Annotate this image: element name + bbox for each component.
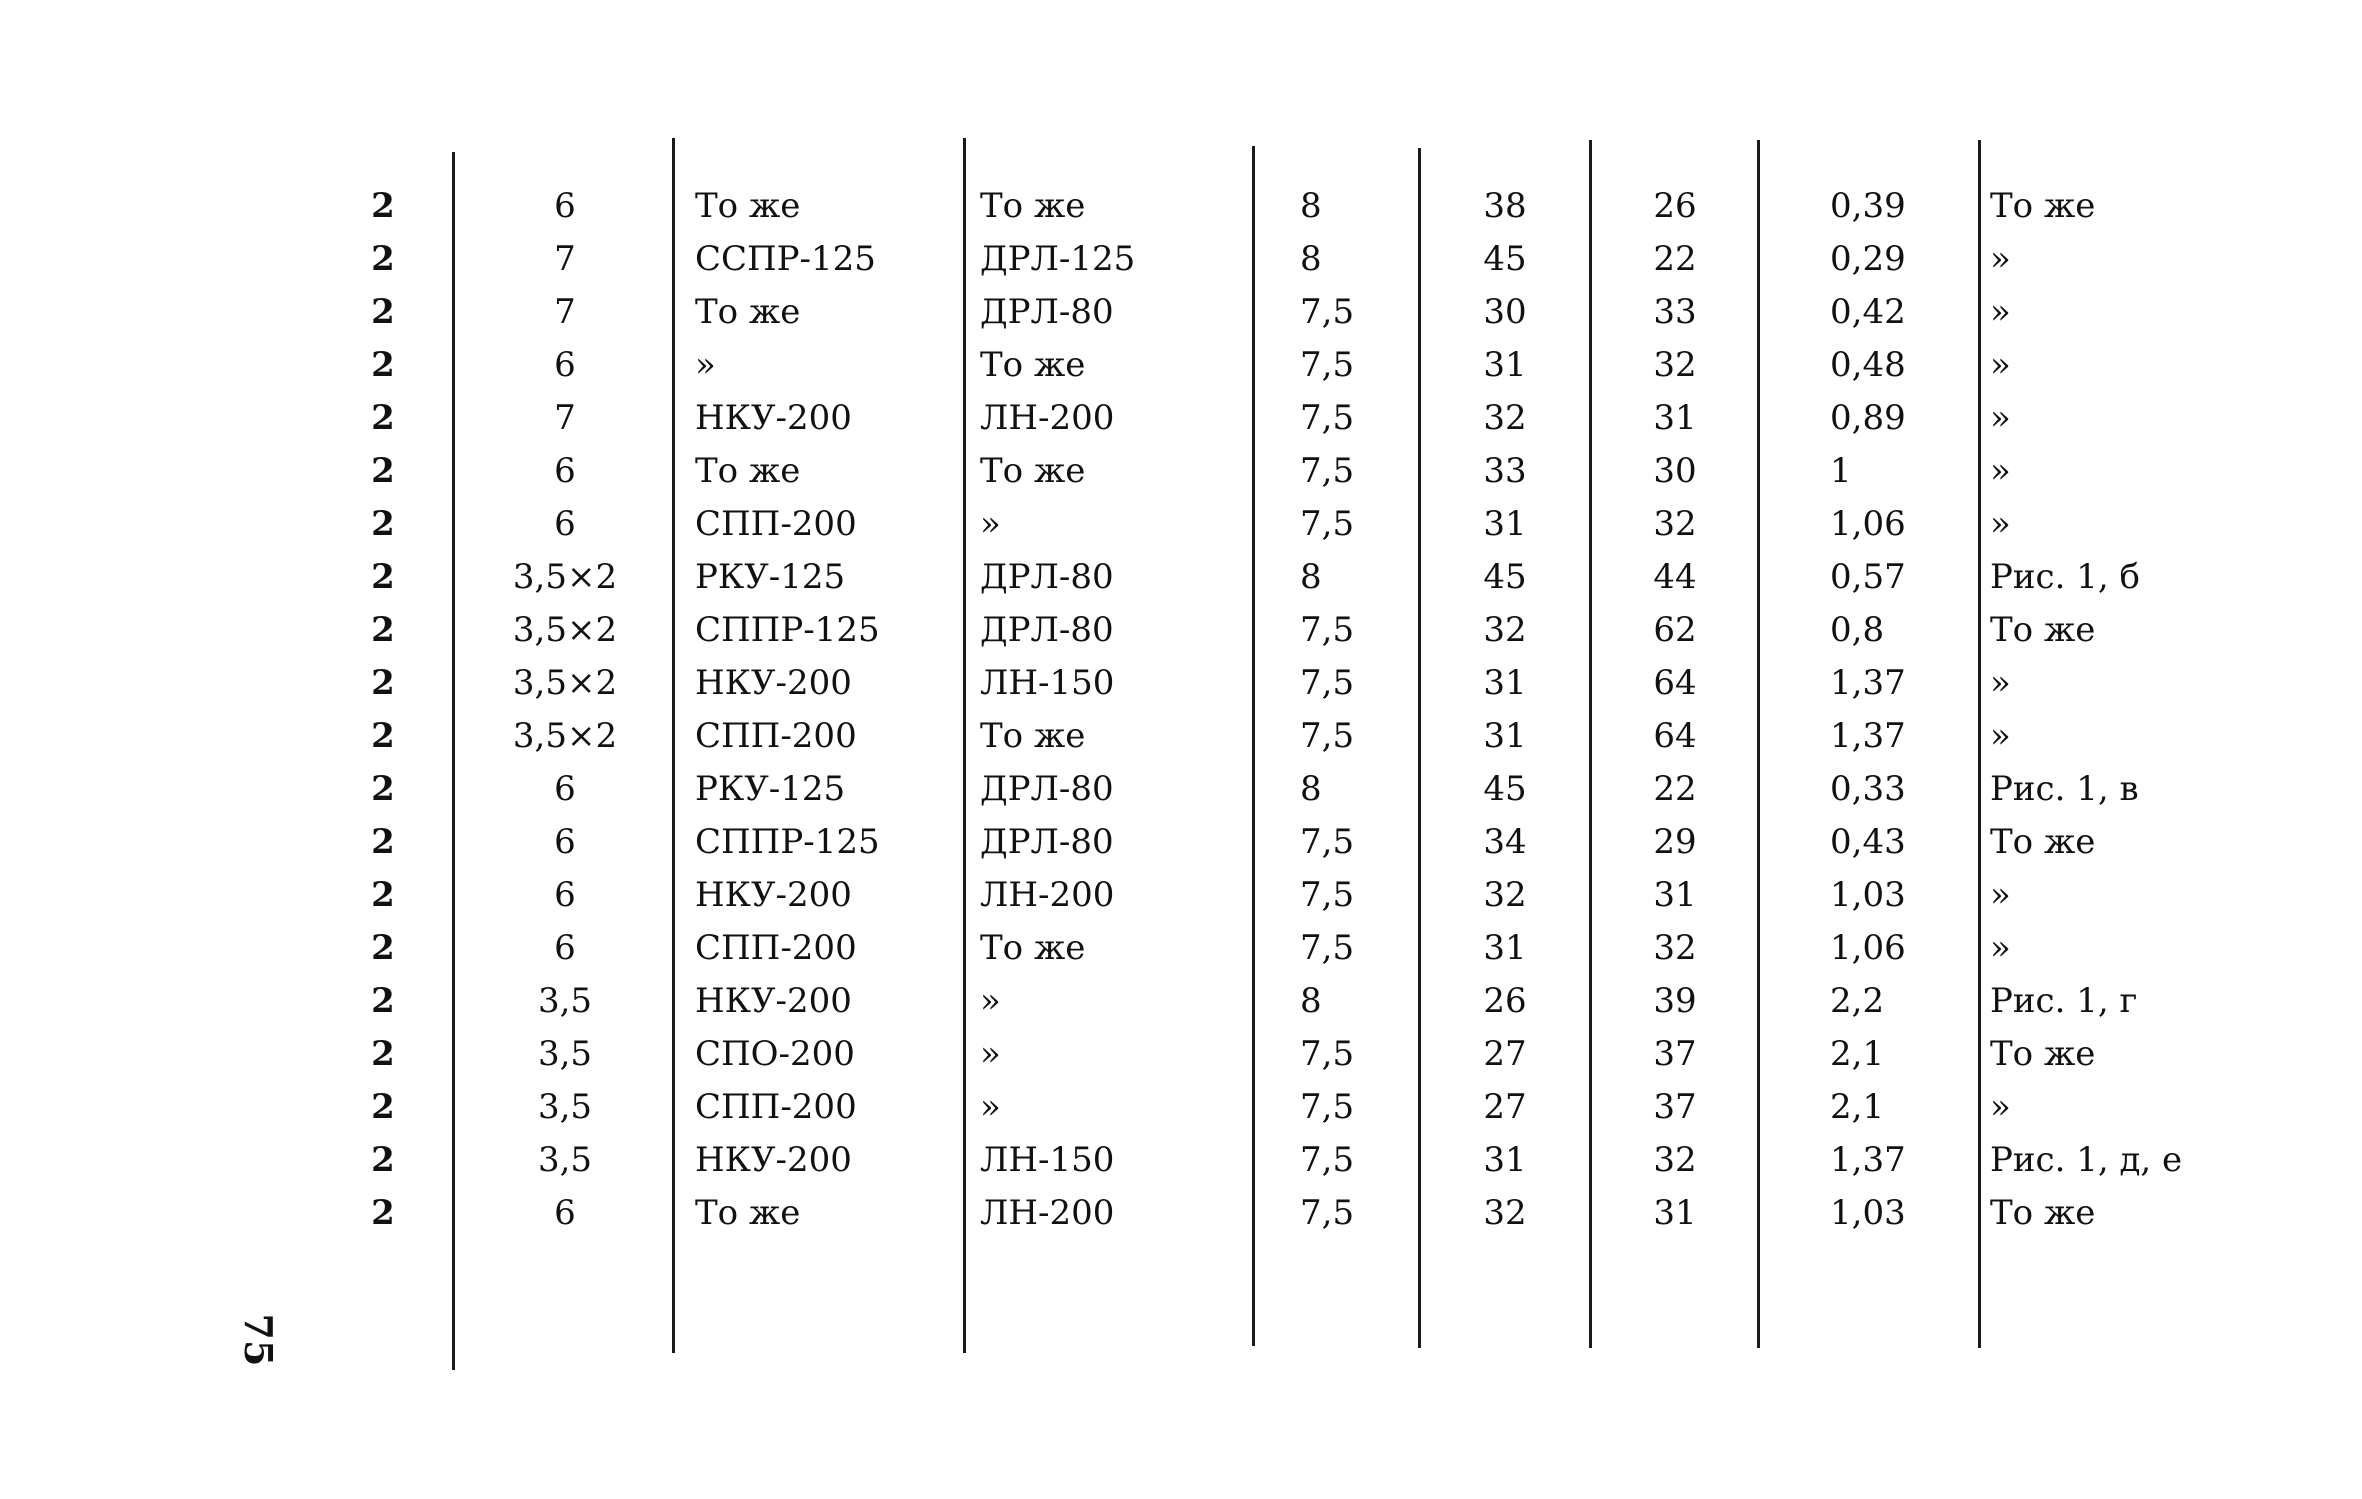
- table-cell: То же: [980, 451, 1086, 491]
- table-cell: ЛН-150: [980, 663, 1115, 703]
- table-row: [0, 975, 2362, 1028]
- table-cell: 26: [1653, 186, 1697, 226]
- table-cell: 31: [1483, 1140, 1527, 1180]
- table-cell: 2: [371, 292, 395, 332]
- table-cell: 0,29: [1830, 239, 1906, 279]
- table-cell: 7: [554, 398, 576, 438]
- table-cell: »: [695, 345, 716, 385]
- table-cell: 32: [1483, 398, 1527, 438]
- table-cell: 7,5: [1300, 928, 1355, 968]
- table-cell: 32: [1653, 345, 1697, 385]
- table-cell: Рис. 1, в: [1990, 769, 2139, 809]
- table-cell: ДРЛ-80: [980, 610, 1114, 650]
- table-cell: 2: [371, 875, 395, 915]
- table-cell: То же: [695, 292, 801, 332]
- table-cell: 7,5: [1300, 716, 1355, 756]
- table-cell: 2: [371, 345, 395, 385]
- table-cell: 6: [554, 875, 576, 915]
- table-cell: 64: [1653, 716, 1697, 756]
- table-cell: 27: [1483, 1034, 1527, 1074]
- table-cell: 31: [1483, 663, 1527, 703]
- table-cell: 32: [1653, 504, 1697, 544]
- table-cell: 32: [1653, 1140, 1697, 1180]
- table-row: [0, 869, 2362, 922]
- table-cell: 7: [554, 292, 576, 332]
- table-cell: 2,2: [1830, 981, 1885, 1021]
- table-cell: ДРЛ-80: [980, 292, 1114, 332]
- table-cell: 3,5: [537, 1087, 593, 1127]
- table-cell: »: [980, 504, 1001, 544]
- table-cell: НКУ-200: [695, 981, 852, 1021]
- table-cell: 22: [1653, 239, 1697, 279]
- table-cell: ДРЛ-125: [980, 239, 1136, 279]
- table-cell: 7: [554, 239, 576, 279]
- table-cell: То же: [980, 345, 1086, 385]
- table-cell: 6: [554, 769, 576, 809]
- table-cell: Рис. 1, б: [1990, 557, 2140, 597]
- table-cell: 2: [371, 451, 395, 491]
- table-cell: 0,39: [1830, 186, 1906, 226]
- table-cell: 64: [1653, 663, 1697, 703]
- table-cell: 8: [1300, 186, 1322, 226]
- table-cell: 0,43: [1830, 822, 1906, 862]
- table-cell: Рис. 1, д, е: [1990, 1140, 2183, 1180]
- table-cell: 1,37: [1830, 716, 1906, 756]
- table-cell: СПП-200: [695, 1087, 857, 1127]
- table-cell: 26: [1483, 981, 1527, 1021]
- table-cell: ЛН-200: [980, 875, 1115, 915]
- table-cell: 7,5: [1300, 610, 1355, 650]
- table-cell: 0,42: [1830, 292, 1906, 332]
- table-cell: 33: [1653, 292, 1697, 332]
- table-cell: 6: [554, 504, 576, 544]
- table-cell: 2: [371, 1140, 395, 1180]
- table-cell: 32: [1483, 610, 1527, 650]
- table-cell: СПО-200: [695, 1034, 855, 1074]
- table-cell: 1: [1830, 451, 1852, 491]
- table-cell: 2: [371, 822, 395, 862]
- table-cell: То же: [695, 451, 801, 491]
- table-cell: НКУ-200: [695, 875, 852, 915]
- table-cell: 45: [1483, 557, 1527, 597]
- table-cell: 32: [1483, 875, 1527, 915]
- table-cell: 7,5: [1300, 451, 1355, 491]
- table-cell: 31: [1483, 928, 1527, 968]
- table-cell: 32: [1483, 1193, 1527, 1233]
- table-cell: 38: [1483, 186, 1527, 226]
- table-cell: 1,37: [1830, 1140, 1906, 1180]
- table-cell: 2,1: [1830, 1087, 1885, 1127]
- table-cell: »: [1990, 663, 2011, 703]
- table-cell: 7,5: [1300, 292, 1355, 332]
- table-cell: 8: [1300, 769, 1322, 809]
- table-cell: РКУ-125: [695, 557, 846, 597]
- table-row: [0, 604, 2362, 657]
- table-cell: »: [1990, 928, 2011, 968]
- table-cell: То же: [1990, 822, 2096, 862]
- table-cell: 2: [371, 239, 395, 279]
- table-row: [0, 710, 2362, 763]
- table-cell: 2: [371, 398, 395, 438]
- table-cell: 7,5: [1300, 822, 1355, 862]
- table-row: [0, 551, 2362, 604]
- table-cell: 7,5: [1300, 1034, 1355, 1074]
- table-cell: 7,5: [1300, 398, 1355, 438]
- table-cell: 7,5: [1300, 1087, 1355, 1127]
- table-cell: 2: [371, 981, 395, 1021]
- table-row: [0, 445, 2362, 498]
- table-cell: 8: [1300, 981, 1322, 1021]
- table-row: [0, 498, 2362, 551]
- table-cell: »: [1990, 504, 2011, 544]
- table-cell: ЛН-150: [980, 1140, 1115, 1180]
- table-cell: »: [1990, 345, 2011, 385]
- table-cell: 7,5: [1300, 1140, 1355, 1180]
- table-cell: »: [980, 1034, 1001, 1074]
- table-cell: 2: [371, 1034, 395, 1074]
- table-cell: 6: [554, 186, 576, 226]
- table-cell: СПП-200: [695, 504, 857, 544]
- table-cell: 2: [371, 610, 395, 650]
- table-cell: 7,5: [1300, 663, 1355, 703]
- table-cell: То же: [695, 186, 801, 226]
- table-cell: 2: [371, 557, 395, 597]
- table-cell: 31: [1653, 398, 1697, 438]
- table-cell: ДРЛ-80: [980, 557, 1114, 597]
- table-cell: 1,03: [1830, 875, 1906, 915]
- table-cell: 6: [554, 822, 576, 862]
- table-row: [0, 1081, 2362, 1134]
- table-cell: »: [1990, 875, 2011, 915]
- table-row: [0, 392, 2362, 445]
- table-cell: 34: [1483, 822, 1527, 862]
- table-cell: 6: [554, 928, 576, 968]
- table-cell: 6: [554, 451, 576, 491]
- table-cell: 45: [1483, 769, 1527, 809]
- table-cell: 3,5×2: [512, 716, 618, 756]
- table-cell: 2: [371, 186, 395, 226]
- table-row: [0, 286, 2362, 339]
- table-cell: »: [1990, 292, 2011, 332]
- table-row: [0, 816, 2362, 869]
- table-cell: 8: [1300, 239, 1322, 279]
- table-row: [0, 922, 2362, 975]
- table-cell: 2: [371, 504, 395, 544]
- table-cell: 1,03: [1830, 1193, 1906, 1233]
- table-cell: 3,5×2: [512, 557, 618, 597]
- table-cell: НКУ-200: [695, 398, 852, 438]
- table-cell: Рис. 1, г: [1990, 981, 2138, 1021]
- table-cell: 32: [1653, 928, 1697, 968]
- table-cell: 3,5: [537, 1140, 593, 1180]
- table-cell: То же: [695, 1193, 801, 1233]
- table-cell: 45: [1483, 239, 1527, 279]
- table-cell: 2: [371, 663, 395, 703]
- table-cell: 31: [1483, 504, 1527, 544]
- table-cell: ЛН-200: [980, 398, 1115, 438]
- table-cell: То же: [980, 928, 1086, 968]
- table-cell: НКУ-200: [695, 663, 852, 703]
- table-cell: 2: [371, 928, 395, 968]
- table-cell: То же: [1990, 186, 2096, 226]
- table-cell: 7,5: [1300, 504, 1355, 544]
- table-cell: 37: [1653, 1034, 1697, 1074]
- table-cell: СППР-125: [695, 610, 880, 650]
- table-cell: 0,89: [1830, 398, 1906, 438]
- table-cell: 30: [1483, 292, 1527, 332]
- table-cell: 7,5: [1300, 345, 1355, 385]
- table-cell: »: [1990, 451, 2011, 491]
- table-cell: НКУ-200: [695, 1140, 852, 1180]
- table-row: [0, 1028, 2362, 1081]
- table-cell: СППР-125: [695, 822, 880, 862]
- table-cell: 0,8: [1830, 610, 1885, 650]
- table-cell: 30: [1653, 451, 1697, 491]
- table-cell: 3,5×2: [512, 663, 618, 703]
- table-cell: 1,06: [1830, 504, 1906, 544]
- table-cell: 37: [1653, 1087, 1697, 1127]
- table-row: [0, 180, 2362, 233]
- table-cell: 31: [1653, 1193, 1697, 1233]
- table-cell: 44: [1653, 557, 1697, 597]
- table-cell: То же: [980, 716, 1086, 756]
- table-row: [0, 1187, 2362, 1240]
- table-cell: 39: [1653, 981, 1697, 1021]
- table-cell: 3,5×2: [512, 610, 618, 650]
- table-cell: 3,5: [537, 981, 593, 1021]
- table-cell: 0,33: [1830, 769, 1906, 809]
- table-cell: 1,06: [1830, 928, 1906, 968]
- table-cell: »: [1990, 398, 2011, 438]
- table-cell: 31: [1653, 875, 1697, 915]
- table-cell: 2: [371, 1087, 395, 1127]
- table-cell: 2: [371, 1193, 395, 1233]
- table-row: [0, 763, 2362, 816]
- table-cell: »: [980, 981, 1001, 1021]
- table-cell: РКУ-125: [695, 769, 846, 809]
- table-cell: 29: [1653, 822, 1697, 862]
- table-cell: То же: [980, 186, 1086, 226]
- page-number: 75: [236, 1313, 281, 1367]
- table-cell: СПП-200: [695, 716, 857, 756]
- table-cell: 2,1: [1830, 1034, 1885, 1074]
- table-cell: ДРЛ-80: [980, 769, 1114, 809]
- table-cell: 6: [554, 345, 576, 385]
- table-cell: 22: [1653, 769, 1697, 809]
- table-cell: »: [1990, 716, 2011, 756]
- table-row: [0, 1134, 2362, 1187]
- table-cell: 8: [1300, 557, 1322, 597]
- table-row: [0, 339, 2362, 392]
- table-cell: 7,5: [1300, 1193, 1355, 1233]
- table-cell: 1,37: [1830, 663, 1906, 703]
- table-cell: То же: [1990, 1034, 2096, 1074]
- table-cell: 33: [1483, 451, 1527, 491]
- table-cell: 7,5: [1300, 875, 1355, 915]
- table-cell: 27: [1483, 1087, 1527, 1127]
- table-cell: 6: [554, 1193, 576, 1233]
- table-cell: ССПР-125: [695, 239, 876, 279]
- table-cell: »: [980, 1087, 1001, 1127]
- table-cell: »: [1990, 1087, 2011, 1127]
- table-cell: 31: [1483, 716, 1527, 756]
- table-cell: 2: [371, 769, 395, 809]
- table-cell: 2: [371, 716, 395, 756]
- table-cell: 31: [1483, 345, 1527, 385]
- table-cell: 3,5: [537, 1034, 593, 1074]
- table-cell: »: [1990, 239, 2011, 279]
- table-cell: СПП-200: [695, 928, 857, 968]
- table-cell: То же: [1990, 610, 2096, 650]
- table-cell: ЛН-200: [980, 1193, 1115, 1233]
- table-cell: 62: [1653, 610, 1697, 650]
- table-row: [0, 657, 2362, 710]
- table-cell: 0,48: [1830, 345, 1906, 385]
- table-cell: То же: [1990, 1193, 2096, 1233]
- table-row: [0, 233, 2362, 286]
- table-cell: ДРЛ-80: [980, 822, 1114, 862]
- table-cell: 0,57: [1830, 557, 1906, 597]
